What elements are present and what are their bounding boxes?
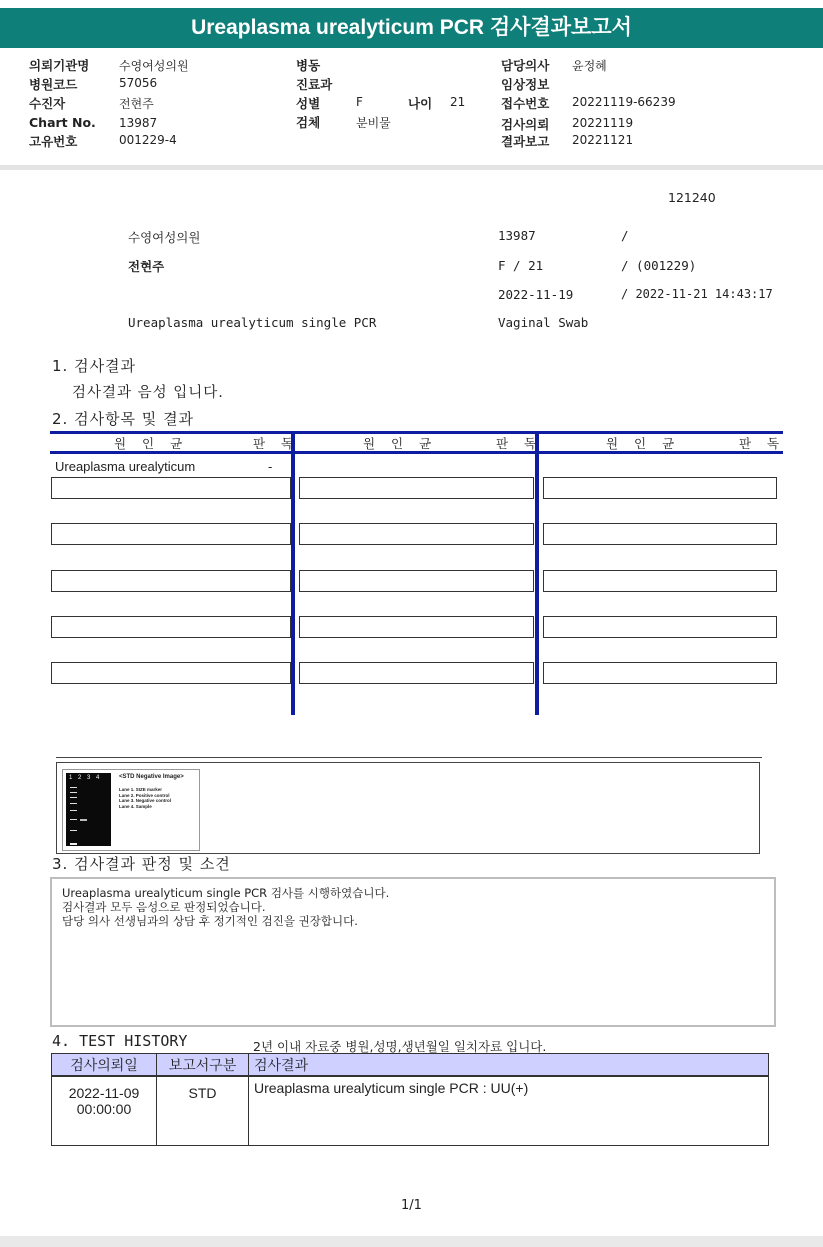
report-sex-age: F / 21 <box>498 258 544 273</box>
result-cell <box>543 616 777 638</box>
report-specimen: Vaginal Swab <box>498 315 589 330</box>
chart-no-value: 13987 <box>119 116 158 130</box>
gel-legend-line: Lane 1. SIZE marker <box>119 787 163 792</box>
unique-id-value: 001229-4 <box>119 133 177 147</box>
unique-id-label: 고유번호 <box>29 134 78 149</box>
ward-label: 병동 <box>296 58 321 73</box>
report-chart-no: 13987 <box>498 228 536 243</box>
col-verdict-header: 판 독 <box>253 436 300 451</box>
history-time: 00:00:00 <box>76 1101 132 1117</box>
result-cell <box>51 662 291 684</box>
patient-label: 수진자 <box>29 96 66 111</box>
gel-legend-line: Lane 3. Negative control <box>119 798 172 803</box>
opinion-line: Ureaplasma urealyticum single PCR 검사를 시행하였습니다. <box>62 886 390 900</box>
age-label: 나이 <box>408 96 433 111</box>
result-cell <box>51 616 291 638</box>
report-patient-name: 전현주 <box>128 259 165 274</box>
report-date-value: 20221121 <box>572 133 634 147</box>
gel-legend-line: Lane 4. Sample <box>119 803 152 809</box>
result-grid-divider <box>535 431 539 715</box>
result-cell <box>51 523 291 545</box>
col-pathogen-header: 원 인 균 <box>114 436 189 451</box>
specimen-value: 분비물 <box>356 116 391 130</box>
result-cell <box>299 662 534 684</box>
request-date-label: 검사의뢰 <box>501 117 550 132</box>
history-col-report-type: 보고서구분 <box>157 1054 249 1077</box>
opinion-line: 검사결과 모두 음성으로 판정되었습니다. <box>62 900 266 914</box>
history-date: 2022-11-09 <box>68 1085 140 1101</box>
report-test-name: Ureaplasma urealyticum single PCR <box>128 315 377 330</box>
gel-legend-title: <STD Negative Image> <box>119 774 184 780</box>
opinion-line: 담당 의사 선생님과의 상담 후 정기적인 검진을 권장합니다. <box>62 914 358 928</box>
table-row <box>52 1076 769 1146</box>
section1-title: 1. 검사결과 <box>52 357 137 375</box>
gel-electrophoresis-image <box>62 769 200 851</box>
result-cell <box>543 523 777 545</box>
doctor-label: 담당의사 <box>501 58 550 73</box>
gel-lane-numbers: 1 2 3 4 <box>69 775 102 781</box>
receipt-no-value: 20221119-66239 <box>572 95 676 109</box>
doctor-value: 윤정혜 <box>572 59 607 73</box>
gel-legend <box>119 774 184 809</box>
result-cell <box>299 616 534 638</box>
chart-no-label: Chart No. <box>29 115 96 130</box>
result-cell <box>51 570 291 592</box>
history-result: Ureaplasma urealyticum single PCR : UU(+) <box>249 1076 769 1146</box>
institution-label: 의뢰기관명 <box>29 58 90 73</box>
history-col-result: 검사결과 <box>249 1054 769 1077</box>
col-verdict-header: 판 독 <box>739 436 786 451</box>
header-divider <box>0 165 823 170</box>
page-number: 1/1 <box>401 1198 422 1213</box>
report-request-date: 2022-11-19 <box>498 287 574 302</box>
result-cell <box>299 523 534 545</box>
result-cell <box>51 477 291 499</box>
result-cell <box>543 477 777 499</box>
gel-legend-line: Lane 2. Positive control <box>119 792 170 798</box>
hospital-code-value: 57056 <box>119 76 158 90</box>
report-datetime: / 2022-11-21 14:43:17 <box>621 287 773 301</box>
organism-result: - <box>268 459 273 474</box>
history-date-cell <box>52 1076 157 1146</box>
result-cell <box>543 570 777 592</box>
image-divider <box>56 757 762 758</box>
history-header-row <box>52 1054 769 1077</box>
test-history-table <box>51 1053 769 1146</box>
history-type: STD <box>157 1076 249 1146</box>
result-cell <box>299 477 534 499</box>
col-pathogen-header: 원 인 균 <box>606 436 681 451</box>
request-date-value: 20221119 <box>572 116 634 130</box>
sex-value: F <box>356 95 363 109</box>
institution-value: 수영여성의원 <box>119 59 189 73</box>
department-label: 진료과 <box>296 77 333 92</box>
section1-body: 검사결과 음성 입니다. <box>72 385 224 401</box>
clinical-info-label: 임상정보 <box>501 77 550 92</box>
history-note: 2년 이내 자료중 병원,성명,생년월일 일치자료 입니다. <box>253 1039 547 1054</box>
patient-value: 전현주 <box>119 97 154 111</box>
section3-title: 3. 검사결과 판정 및 소견 <box>52 855 231 873</box>
report-date-label: 결과보고 <box>501 134 550 149</box>
organism-name: Ureaplasma urealyticum <box>55 459 196 474</box>
report-id-part: / (001229) <box>621 258 697 273</box>
report-code: 121240 <box>668 190 716 205</box>
report-title: Ureaplasma urealyticum PCR 검사결과보고서 <box>0 8 823 48</box>
report-institution: 수영여성의원 <box>128 230 201 245</box>
age-value: 21 <box>450 95 466 109</box>
hospital-code-label: 병원코드 <box>29 77 78 92</box>
col-verdict-header: 판 독 <box>496 436 543 451</box>
result-grid-divider <box>291 431 295 715</box>
sex-label: 성별 <box>296 96 321 111</box>
history-col-request-date: 검사의뢰일 <box>52 1054 157 1077</box>
gel-lanes-image <box>66 773 111 846</box>
receipt-no-label: 접수번호 <box>501 96 550 111</box>
section4-title: 4. TEST HISTORY <box>52 1032 188 1050</box>
section2-title: 2. 검사항목 및 결과 <box>52 410 195 428</box>
opinion-box <box>50 877 776 1027</box>
specimen-label: 검체 <box>296 115 321 130</box>
result-cell <box>299 570 534 592</box>
result-cell <box>543 662 777 684</box>
col-pathogen-header: 원 인 균 <box>363 436 438 451</box>
report-slash: / <box>621 228 629 243</box>
